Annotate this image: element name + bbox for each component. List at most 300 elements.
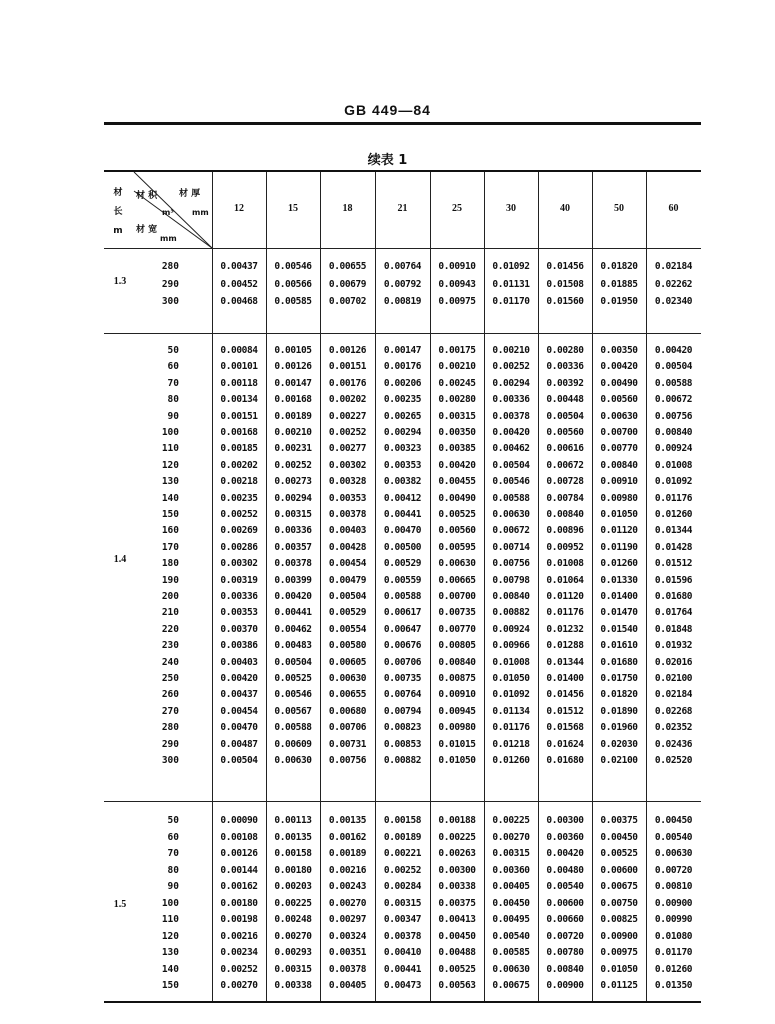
width-value: 70 [167,848,179,859]
volume-cell: 0.00840 [654,427,693,438]
volume-cell: 0.00324 [328,930,367,942]
volume-cell: 0.00450 [492,897,530,909]
width-value: 210 [161,607,179,619]
volume-cell: 0.00567 [274,705,312,717]
volume-cell: 0.00805 [438,640,476,652]
volume-cell: 0.00243 [328,881,367,892]
volume-cell: 0.00412 [383,492,422,504]
volume-cell: 0.00616 [546,443,584,455]
volume-cell: 0.00210 [274,427,312,438]
volume-cell: 0.00924 [492,623,530,635]
volume-cell: 0.00118 [220,377,258,389]
volume-cell: 0.00168 [274,394,312,406]
volume-cell: 0.01170 [654,947,693,958]
volume-cell: 0.00134 [220,394,258,406]
volume-cell: 0.00764 [383,261,422,272]
volume-cell: 0.00265 [383,410,422,422]
volume-cell: 0.00504 [492,459,530,471]
volume-cell: 0.00490 [600,377,638,389]
volume-cell: 0.01218 [492,738,530,750]
volume-cell: 0.00252 [383,864,422,876]
volume-cell: 0.00413 [438,914,476,925]
volume-cell: 0.01680 [600,656,638,668]
volume-cell: 0.00600 [600,864,638,876]
volume-cell: 0.00270 [274,930,312,942]
volume-cell: 0.00700 [438,591,476,602]
volume-cell: 0.00560 [546,427,584,438]
volume-cell: 0.00294 [492,377,530,389]
volume-cell: 0.00495 [492,914,530,925]
volume-cell: 0.01680 [654,591,693,602]
volume-cell: 0.01960 [600,722,638,734]
volume-cell: 0.00810 [654,881,693,892]
volume-cell: 0.00286 [220,541,258,553]
width-value: 200 [161,591,179,602]
width-value: 190 [161,574,179,586]
width-value: 280 [161,722,179,734]
volume-cell: 0.01260 [654,509,693,520]
volume-cell: 0.02436 [654,738,693,750]
volume-cell: 0.00825 [600,914,638,925]
volume-cell: 0.01050 [492,673,530,684]
volume-cell: 0.00105 [274,345,312,356]
volume-cell: 0.00375 [438,897,476,909]
volume-cell: 0.00706 [328,722,367,734]
volume-cell: 0.00540 [546,881,584,892]
volume-cell: 0.00490 [438,492,476,504]
volume-cell: 0.00135 [274,831,312,843]
width-value: 230 [161,640,179,652]
volume-cell: 0.00588 [383,591,422,602]
volume-cell: 0.00792 [383,278,422,290]
volume-cell: 0.00273 [274,476,312,488]
volume-cell: 0.00270 [220,980,258,991]
volume-cell: 0.00158 [383,815,422,826]
width-value: 100 [161,427,179,438]
header-divider [104,248,701,249]
volume-cell: 0.00206 [383,377,422,389]
length-value: 1.5 [113,899,127,910]
volume-cell: 0.00819 [383,296,422,307]
volume-cell: 0.00504 [546,410,584,422]
volume-cell: 0.01540 [600,623,638,635]
volume-cell: 0.00660 [546,914,584,925]
volume-cell: 0.00450 [600,831,638,843]
volume-cell: 0.00198 [220,914,258,925]
volume-cell: 0.00566 [274,278,312,290]
volume-cell: 0.02268 [654,705,693,717]
volume-cell: 0.00225 [274,897,312,909]
volume-cell: 0.01680 [546,755,584,766]
volume-cell: 0.01176 [492,722,530,734]
width-value: 110 [161,914,179,925]
volume-cell: 0.00943 [438,278,476,290]
volume-cell: 0.00462 [492,443,530,455]
volume-cell: 0.01350 [654,980,693,991]
volume-cell: 0.00216 [220,930,258,942]
volume-cell: 0.00189 [274,410,312,422]
volume-cell: 0.01092 [492,261,530,272]
volume-cell: 0.01400 [600,591,638,602]
width-value: 50 [167,815,179,826]
volume-cell: 0.00540 [654,831,693,843]
volume-cell: 0.00672 [654,394,693,406]
volume-cell: 0.00147 [383,345,422,356]
volume-cell: 0.00175 [438,345,476,356]
volume-cell: 0.00294 [383,427,422,438]
volume-cell: 0.00910 [600,476,638,488]
volume-cell: 0.01120 [600,525,638,537]
volume-cell: 0.00300 [438,864,476,876]
volume-cell: 0.00280 [438,394,476,406]
volume-cell: 0.00113 [274,815,312,826]
volume-cell: 0.00679 [328,278,367,290]
volume-cell: 0.00126 [274,361,312,373]
volume-cell: 0.01120 [546,591,584,602]
volume-cell: 0.00420 [220,673,258,684]
volume-cell: 0.00546 [274,261,312,272]
volume-cell: 0.00252 [220,509,258,520]
width-value: 290 [161,738,179,750]
volume-cell: 0.00405 [328,980,367,991]
volume-cell: 0.00235 [220,492,258,504]
volume-cell: 0.00504 [274,656,312,668]
volume-cell: 0.00135 [328,815,367,826]
volume-cell: 0.00353 [328,492,367,504]
width-value: 220 [161,623,179,635]
volume-cell: 0.00336 [492,394,530,406]
volume-cell: 0.01064 [546,574,584,586]
volume-cell: 0.00168 [220,427,258,438]
volume-cell: 0.00302 [220,558,258,570]
volume-cell: 0.00900 [546,980,584,991]
volume-cell: 0.00840 [492,591,530,602]
volume-cell: 0.00147 [274,377,312,389]
length-label: 材 长 m [113,188,123,236]
volume-cell: 0.00756 [328,755,367,766]
volume-cell: 0.01596 [654,574,693,586]
volume-cell: 0.01848 [654,623,693,635]
volume-cell: 0.00353 [220,607,258,619]
volume-cell: 0.00210 [438,361,476,373]
volume-cell: 0.00338 [438,881,476,892]
width-value: 300 [161,296,179,307]
volume-cell: 0.00655 [328,261,367,272]
volume-cell: 0.00202 [220,459,258,471]
width-value: 170 [161,541,179,553]
volume-cell: 0.00189 [328,848,367,859]
volume-cell: 0.01008 [654,459,693,471]
thickness-column-header: 30 [506,203,516,214]
volume-cell: 0.00525 [438,963,476,975]
thickness-column-header: 25 [452,203,462,214]
volume-cell: 0.01885 [600,278,638,290]
volume-cell: 0.00672 [546,459,584,471]
volume-cell: 0.00180 [220,897,258,909]
volume-cell: 0.00731 [328,738,367,750]
volume-cell: 0.01008 [546,558,584,570]
volume-cell: 0.00162 [220,881,258,892]
volume-cell: 0.01764 [654,607,693,619]
volume-cell: 0.00151 [220,410,258,422]
volume-cell: 0.00351 [328,947,367,958]
width-value: 60 [167,361,179,373]
volume-cell: 0.00350 [438,427,476,438]
width-value: 120 [161,459,179,471]
volume-cell: 0.00720 [546,930,584,942]
volume-cell: 0.00504 [654,361,693,373]
volume-cell: 0.00700 [600,427,638,438]
width-value: 60 [167,831,179,843]
volume-cell: 0.00403 [220,656,258,668]
volume-cell: 0.00560 [438,525,476,537]
volume-cell: 0.01344 [546,656,584,668]
volume-cell: 0.00488 [438,947,476,958]
volume-cell: 0.00546 [492,476,530,488]
volume-cell: 0.00216 [328,864,367,876]
volume-cell: 0.00630 [328,673,367,684]
volume-cell: 0.00980 [600,492,638,504]
thickness-column-header: 60 [668,203,679,214]
volume-cell: 0.01170 [492,296,530,307]
volume-cell: 0.00360 [492,864,530,876]
volume-cell: 0.00454 [328,558,367,570]
volume-cell: 0.00630 [492,509,530,520]
width-value: 130 [161,476,179,488]
volume-cell: 0.01092 [492,689,530,701]
volume-cell: 0.00188 [438,815,476,826]
volume-cell: 0.00357 [274,541,312,553]
volume-cell: 0.00323 [383,443,422,455]
volume-cell: 0.00675 [492,980,530,991]
volume-cell: 0.00554 [328,623,367,635]
volume-cell: 0.00300 [546,815,584,826]
volume-cell: 0.00420 [546,848,584,859]
corner-header [104,172,212,248]
volume-cell: 0.01932 [654,640,693,652]
volume-cell: 0.00203 [274,881,312,892]
width-value: 150 [161,509,179,520]
volume-cell: 0.00896 [546,525,584,537]
volume-cell: 0.00441 [383,963,422,975]
thickness-column-header: 18 [342,203,353,214]
volume-cell: 0.00403 [328,525,367,537]
volume-cell: 0.00702 [328,296,367,307]
volume-cell: 0.00280 [546,345,584,356]
volume-cell: 0.00840 [546,963,584,975]
volume-cell: 0.00252 [492,361,530,373]
width-value: 110 [161,443,179,455]
volume-cell: 0.00630 [600,410,638,422]
volume-cell: 0.02352 [654,722,693,734]
volume-cell: 0.00101 [220,361,258,373]
volume-cell: 0.00529 [328,607,367,619]
volume-cell: 0.00750 [600,897,638,909]
volume-cell: 0.01456 [546,689,584,701]
thickness-unit: mm [192,208,209,217]
volume-cell: 0.00563 [438,980,476,991]
standard-header: GB 449—84 [344,102,431,118]
volume-cell: 0.00420 [438,459,476,471]
volume-cell: 0.00706 [383,656,422,668]
width-value: 250 [161,673,179,684]
width-value: 280 [161,261,179,272]
thickness-column-header: 12 [234,203,244,214]
volume-cell: 0.01950 [600,296,638,307]
volume-cell: 0.00370 [220,623,258,635]
volume-cell: 0.00504 [328,591,367,602]
volume-cell: 0.00504 [220,755,258,766]
volume-cell: 0.00386 [220,640,258,652]
volume-cell: 0.01330 [600,574,638,586]
volume-cell: 0.01456 [546,261,584,272]
volume-cell: 0.01125 [600,980,638,991]
volume-cell: 0.00630 [274,755,312,766]
volume-cell: 0.01050 [600,509,638,520]
width-value: 300 [161,755,179,766]
volume-cell: 0.00588 [274,722,312,734]
volume-cell: 0.00235 [383,394,422,406]
volume-cell: 0.00189 [383,831,422,843]
width-value: 270 [161,705,179,717]
volume-cell: 0.00270 [328,897,367,909]
volume-cell: 0.00252 [328,427,367,438]
volume-cell: 0.00735 [438,607,476,619]
volume-cell: 0.01260 [654,963,693,975]
volume-cell: 0.00980 [438,722,476,734]
volume-cell: 0.00630 [492,963,530,975]
volume-cell: 0.00770 [438,623,476,635]
volume-cell: 0.01131 [492,278,530,290]
volume-cell: 0.00630 [438,558,476,570]
volume-cell: 0.00756 [654,410,693,422]
volume-cell: 0.00277 [328,443,367,455]
volume-cell: 0.01568 [546,722,584,734]
volume-cell: 0.00328 [328,476,367,488]
volume-cell: 0.00756 [492,558,530,570]
volume-cell: 0.00176 [383,361,422,373]
volume-cell: 0.00580 [328,640,367,652]
volume-cell: 0.00588 [654,377,693,389]
volume-cell: 0.00315 [274,963,312,975]
volume-cell: 0.00600 [546,897,584,909]
volume-cell: 0.00525 [438,509,476,520]
width-value: 90 [167,410,179,422]
volume-cell: 0.01008 [492,656,530,668]
volume-cell: 0.00617 [383,607,422,619]
volume-cell: 0.00410 [383,947,422,958]
volume-cell: 0.01512 [654,558,693,570]
width-value: 260 [161,689,179,701]
width-value: 160 [161,525,179,537]
volume-cell: 0.01260 [492,755,530,766]
volume-cell: 0.00462 [274,623,312,635]
volume-cell: 0.00252 [220,963,258,975]
volume-cell: 0.00347 [383,914,422,925]
thickness-label: 材 厚 [179,189,201,199]
volume-cell: 0.00185 [220,443,258,455]
volume-cell: 0.00675 [600,881,638,892]
volume-cell: 0.00680 [328,705,367,717]
volume-cell: 0.00234 [220,947,258,958]
volume-cell: 0.00315 [438,410,476,422]
volume-cell: 0.00378 [492,410,530,422]
width-value: 240 [161,656,179,668]
width-value: 130 [161,947,179,958]
volume-cell: 0.00360 [546,831,584,843]
volume-cell: 0.00655 [328,689,367,701]
volume-cell: 0.00336 [274,525,312,537]
volume-cell: 0.00202 [328,394,367,406]
volume-cell: 0.00144 [220,864,258,876]
volume-cell: 0.01176 [654,492,693,504]
volume-cell: 0.00263 [438,848,476,859]
volume-cell: 0.00780 [546,947,584,958]
volume-cell: 0.00315 [274,509,312,520]
volume-cell: 0.00218 [220,476,258,488]
volume-cell: 0.00714 [492,541,530,553]
volume-cell: 0.01260 [600,558,638,570]
width-value: 150 [161,980,179,991]
volume-cell: 0.00770 [600,443,638,455]
volume-cell: 0.00840 [546,509,584,520]
volume-label: 材 积 [136,191,158,201]
volume-cell: 0.00455 [438,476,476,488]
volume-cell: 0.00382 [383,476,422,488]
volume-cell: 0.01890 [600,705,638,717]
volume-cell: 0.02100 [654,673,693,684]
volume-cell: 0.00975 [438,296,476,307]
volume-cell: 0.00559 [383,574,422,586]
volume-cell: 0.00784 [546,492,584,504]
volume-cell: 0.00378 [328,963,367,975]
volume-cell: 0.02184 [654,689,693,701]
volume-cell: 0.00108 [220,831,258,843]
volume-cell: 0.01610 [600,640,638,652]
width-value: 70 [167,377,179,389]
width-value: 80 [167,864,179,876]
volume-cell: 0.00245 [438,377,476,389]
volume-cell: 0.00728 [546,476,584,488]
volume-cell: 0.00900 [600,930,638,942]
volume-cell: 0.00176 [328,377,367,389]
volume-cell: 0.00840 [600,459,638,471]
table-caption: 续表 1 [367,153,408,168]
volume-cell: 0.00428 [328,541,367,553]
volume-cell: 0.00605 [328,656,367,668]
volume-cell: 0.00350 [600,345,638,356]
volume-cell: 0.00468 [220,296,258,307]
volume-cell: 0.00180 [274,864,312,876]
volume-cell: 0.00452 [220,278,258,290]
volume-cell: 0.00823 [383,722,422,734]
volume-cell: 0.00952 [546,541,584,553]
volume-cell: 0.00336 [220,591,258,602]
section-divider [104,801,701,802]
length-value: 1.3 [113,276,127,287]
volume-cell: 0.00420 [654,345,693,356]
volume-cell: 0.00399 [274,574,312,586]
volume-cell: 0.01428 [654,541,693,553]
width-value: 290 [161,278,179,290]
volume-cell: 0.00483 [274,640,312,652]
volume-cell: 0.00225 [492,815,530,826]
volume-cell: 0.00735 [383,673,422,684]
volume-cell: 0.01080 [654,930,693,942]
volume-cell: 0.01232 [546,623,584,635]
volume-cell: 0.02030 [600,738,638,750]
volume-cell: 0.00162 [328,831,367,843]
